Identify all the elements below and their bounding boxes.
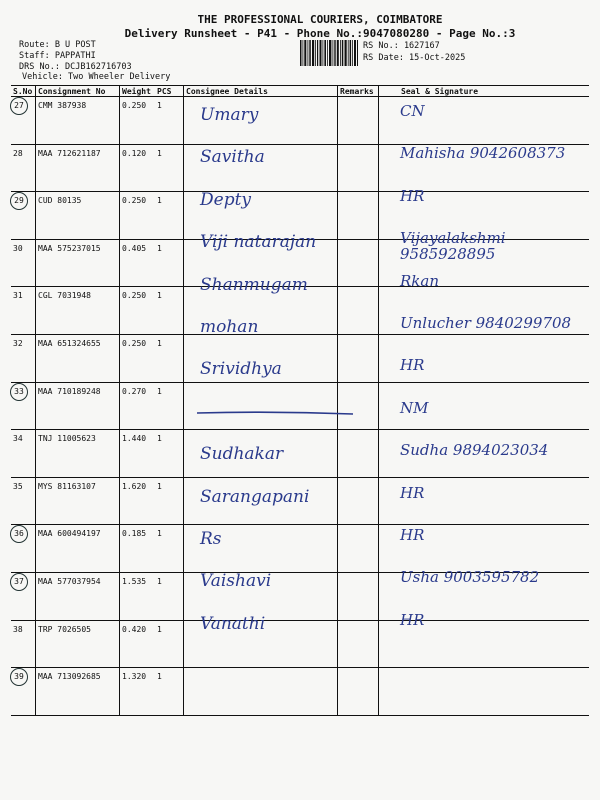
row-remarks-cell — [338, 192, 379, 240]
row-sno — [11, 97, 36, 145]
table-row — [11, 97, 589, 145]
table-row — [11, 668, 589, 716]
row-pcs — [155, 382, 184, 430]
handwritten-consignee: Sarangapani — [200, 486, 310, 507]
row-weight — [120, 382, 156, 430]
table-header-row — [11, 86, 589, 97]
handwritten-signature: HR — [400, 610, 425, 629]
row-pcs — [155, 525, 184, 573]
handwritten-consignee: Viji natarajan — [200, 232, 317, 253]
row-consignment — [36, 192, 120, 240]
row-pcs — [155, 287, 184, 335]
handwritten-signature: Mahisha 9042608373 — [400, 144, 566, 163]
row-weight-text: 1.620 — [122, 481, 147, 491]
row-consignment-text: TRP 7026505 — [38, 624, 91, 634]
row-weight — [120, 287, 156, 335]
row-weight — [120, 144, 156, 192]
row-sno — [11, 477, 36, 525]
handwritten-consignee: Savitha — [200, 147, 265, 168]
serial-number: 37 — [10, 573, 28, 591]
handwritten-consignee: Depty — [200, 189, 252, 210]
runsheet-title: Delivery Runsheet - P41 - Phone No.:9047080280 - Page No.:3 — [124, 27, 516, 40]
row-pcs-text: 1 — [157, 481, 162, 491]
row-sno — [11, 144, 36, 192]
row-consignment — [36, 97, 120, 145]
serial-number: 28 — [13, 148, 23, 158]
row-sno — [11, 287, 36, 335]
table-row — [11, 334, 589, 382]
row-weight-text: 1.320 — [122, 672, 147, 682]
handwritten-consignee: Rs — [200, 529, 222, 549]
table-row — [11, 382, 589, 430]
row-sno — [11, 620, 36, 668]
row-consignment-text: MYS 81163107 — [38, 481, 96, 491]
row-consignee-cell — [184, 382, 338, 430]
row-remarks-cell — [338, 477, 379, 525]
row-consignment-text: CGL 7031948 — [38, 291, 91, 301]
row-remarks-cell — [338, 572, 379, 620]
row-weight — [120, 668, 156, 716]
row-consignment-text: MAA 600494197 — [38, 529, 101, 539]
col-weight: Weight — [120, 86, 156, 97]
handwritten-dash — [195, 408, 355, 418]
row-pcs-text: 1 — [157, 338, 162, 348]
row-weight-text: 0.270 — [122, 386, 147, 396]
row-weight — [120, 620, 156, 668]
row-weight-text: 0.250 — [122, 291, 147, 301]
delivery-table — [11, 85, 589, 716]
company-title: THE PROFESSIONAL COURIERS, COIMBATORE — [197, 13, 443, 26]
row-weight-text: 1.535 — [122, 576, 147, 586]
row-pcs — [155, 668, 184, 716]
row-pcs — [155, 430, 184, 478]
row-weight — [120, 525, 156, 573]
row-consignment-text: MAA 713092685 — [38, 672, 101, 682]
row-pcs-text: 1 — [157, 243, 162, 253]
handwritten-signature: Usha 9003595782 — [400, 568, 540, 587]
row-consignment-text: MAA 651324655 — [38, 338, 101, 348]
row-remarks-cell — [338, 668, 379, 716]
row-weight — [120, 572, 156, 620]
row-weight-text: 1.440 — [122, 434, 147, 444]
row-pcs — [155, 620, 184, 668]
row-consignment — [36, 239, 120, 287]
row-consignment — [36, 525, 120, 573]
row-weight — [120, 430, 156, 478]
handwritten-signature: Vijayalakshmi 9585928895 — [400, 229, 506, 264]
row-weight — [120, 239, 156, 287]
row-remarks-cell — [338, 287, 379, 335]
handwritten-signature: HR — [400, 356, 425, 375]
handwritten-signature: Unlucher 9840299708 — [400, 314, 572, 332]
row-pcs-text: 1 — [157, 291, 162, 301]
table-body — [11, 97, 589, 716]
row-consignment-text: CMM 387938 — [38, 101, 87, 110]
serial-number: 32 — [13, 338, 23, 348]
row-weight-text: 0.185 — [122, 529, 147, 539]
handwritten-signature: Sudha 9894023034 — [400, 441, 549, 460]
serial-number: 39 — [10, 668, 28, 686]
row-remarks-cell — [338, 334, 379, 382]
handwritten-signature: Rkan — [400, 271, 439, 290]
row-remarks-cell — [338, 97, 379, 145]
row-consignment-text: TNJ 11005623 — [38, 434, 96, 444]
row-pcs-text: 1 — [157, 196, 162, 206]
serial-number: 33 — [10, 383, 28, 401]
rs-number: RS No.: 1627167 — [363, 41, 440, 51]
handwritten-consignee: Umary — [200, 105, 259, 125]
row-pcs — [155, 192, 184, 240]
row-weight — [120, 477, 156, 525]
handwritten-signature: NM — [400, 398, 429, 417]
row-sno — [11, 192, 36, 240]
row-consignment-text: MAA 710189248 — [38, 386, 101, 396]
serial-number: 27 — [10, 97, 28, 115]
handwritten-consignee: Shanmugam — [200, 274, 308, 295]
row-sno — [11, 525, 36, 573]
row-pcs-text: 1 — [157, 672, 162, 682]
row-consignment — [36, 430, 120, 478]
row-pcs-text: 1 — [157, 529, 162, 539]
row-sno — [11, 382, 36, 430]
row-weight — [120, 334, 156, 382]
row-sno — [11, 334, 36, 382]
row-consignment — [36, 668, 120, 716]
row-pcs-text: 1 — [157, 386, 162, 396]
handwritten-signature: HR — [400, 526, 425, 544]
col-sno: S.No — [11, 86, 36, 97]
serial-number: 35 — [13, 481, 23, 491]
row-weight-text: 0.120 — [122, 148, 147, 158]
row-consignment-text: MAA 577037954 — [38, 576, 101, 586]
row-remarks-cell — [338, 430, 379, 478]
row-consignment — [36, 334, 120, 382]
handwritten-consignee: Sudhakar — [200, 444, 284, 465]
table-row — [11, 525, 589, 573]
row-sno — [11, 572, 36, 620]
row-pcs-text: 1 — [157, 576, 162, 586]
row-signature-cell — [379, 668, 590, 716]
row-remarks-cell — [338, 525, 379, 573]
barcode-image — [300, 40, 358, 66]
row-weight-text: 0.250 — [122, 338, 147, 348]
row-remarks-cell — [338, 382, 379, 430]
row-consignment — [36, 382, 120, 430]
row-pcs — [155, 334, 184, 382]
row-consignment-text: MAA 575237015 — [38, 243, 101, 253]
row-pcs — [155, 97, 184, 145]
row-consignment-text: CUD 80135 — [38, 196, 82, 206]
row-pcs — [155, 572, 184, 620]
handwritten-signature: HR — [400, 186, 425, 205]
vehicle-info: Vehicle: Two Wheeler Delivery — [22, 72, 171, 82]
row-consignment — [36, 572, 120, 620]
row-consignment — [36, 620, 120, 668]
handwritten-consignee: Vaishavi — [200, 571, 272, 592]
staff-info: Staff: PAPPATHI — [19, 51, 96, 61]
row-pcs-text: 1 — [157, 148, 162, 158]
row-remarks-cell — [338, 239, 379, 287]
row-weight-text: 0.250 — [122, 101, 147, 110]
col-remarks: Remarks — [338, 86, 379, 97]
row-pcs-text: 1 — [157, 101, 162, 110]
row-weight-text: 0.405 — [122, 243, 147, 253]
serial-number: 29 — [10, 192, 28, 210]
row-consignee-cell — [184, 668, 338, 716]
row-pcs-text: 1 — [157, 434, 162, 444]
handwritten-signature: HR — [400, 483, 425, 502]
serial-number: 38 — [13, 624, 23, 634]
row-remarks-cell — [338, 144, 379, 192]
col-consignee: Consignee Details — [184, 86, 338, 97]
drs-info: DRS No.: DCJB162716703 — [19, 62, 132, 72]
col-pcs: PCS — [155, 86, 184, 97]
handwritten-consignee: Srividhya — [200, 359, 282, 380]
row-weight-text: 0.250 — [122, 196, 147, 206]
row-sno — [11, 239, 36, 287]
row-weight-text: 0.420 — [122, 624, 147, 634]
table-row — [11, 620, 589, 668]
serial-number: 31 — [13, 291, 23, 301]
row-pcs — [155, 477, 184, 525]
serial-number: 30 — [13, 243, 23, 253]
row-pcs — [155, 239, 184, 287]
row-pcs — [155, 144, 184, 192]
col-signature: Seal & Signature — [379, 86, 590, 97]
handwritten-signature: CN — [400, 102, 425, 120]
serial-number: 36 — [10, 525, 28, 543]
row-sno — [11, 430, 36, 478]
col-consignment: Consignment No — [36, 86, 120, 97]
serial-number: 34 — [13, 434, 23, 444]
rs-date: RS Date: 15-Oct-2025 — [363, 53, 466, 63]
row-consignment — [36, 287, 120, 335]
row-pcs-text: 1 — [157, 624, 162, 634]
handwritten-consignee: mohan — [200, 317, 259, 337]
row-sno — [11, 668, 36, 716]
route-info: Route: B U POST — [19, 40, 96, 50]
handwritten-consignee: Vanathi — [200, 613, 266, 634]
row-consignment — [36, 144, 120, 192]
row-weight — [120, 192, 156, 240]
row-consignment — [36, 477, 120, 525]
row-remarks-cell — [338, 620, 379, 668]
row-weight — [120, 97, 156, 145]
row-consignment-text: MAA 712621187 — [38, 148, 101, 158]
